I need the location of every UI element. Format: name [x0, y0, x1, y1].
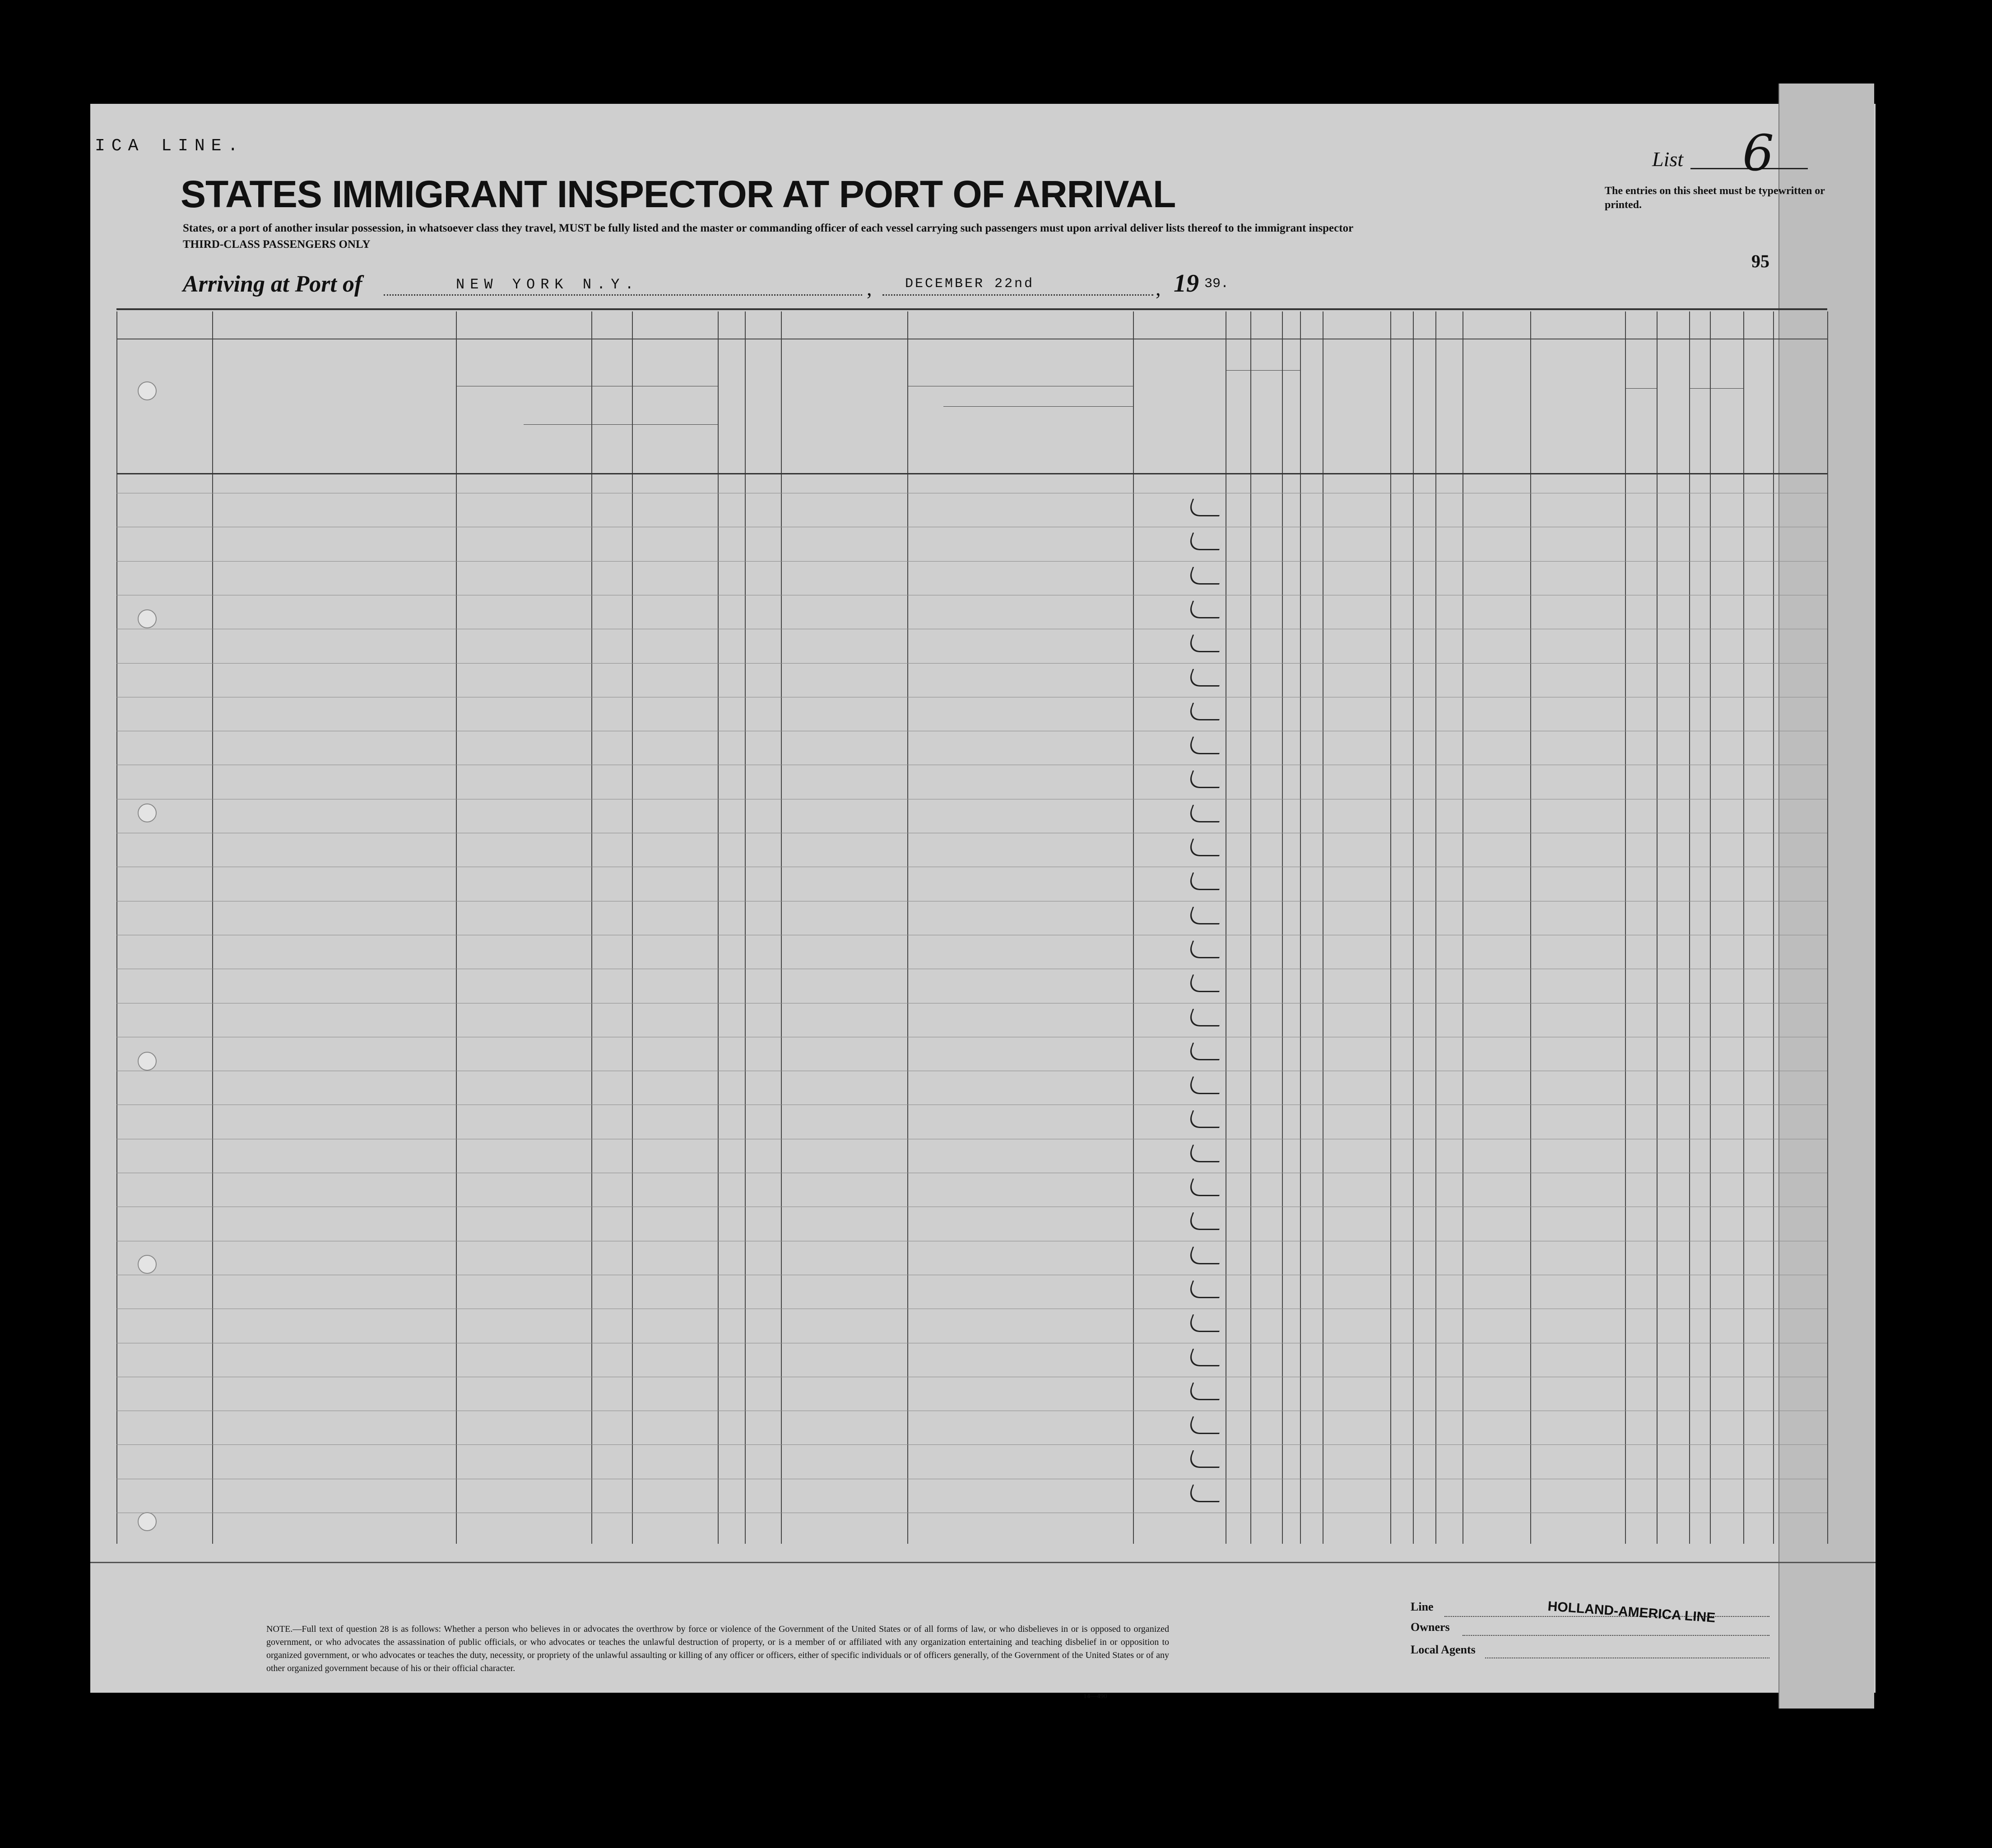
check-mark: [1186, 737, 1226, 754]
column-rule: [632, 311, 633, 1544]
list-label: List: [1652, 148, 1684, 171]
page-title: STATES IMMIGRANT INSPECTOR AT PORT OF ARRIVAL: [181, 173, 1176, 215]
check-mark: [1186, 1077, 1226, 1094]
punch-hole: [138, 803, 157, 822]
check-mark: [1186, 1349, 1226, 1366]
header-subrule: [1226, 370, 1300, 371]
footer-rule: [90, 1562, 1876, 1563]
subtitle-line: States, or a port of another insular possession, in whatsoever class they travel, MUST be fully listed and the master or commanding officer of each vessel carrying such passengers must upon arrival deliver lists thereof to the immigrant inspector: [183, 222, 1354, 234]
row-rule: [116, 1444, 1827, 1445]
manifest-sheet: [90, 104, 1876, 1693]
column-rule: [745, 311, 746, 1544]
column-rule: [1390, 311, 1391, 1544]
check-mark: [1186, 1247, 1226, 1264]
owners-label: Owners: [1411, 1620, 1450, 1634]
check-mark: [1186, 1281, 1226, 1298]
row-rule: [116, 561, 1827, 562]
entries-note: The entries on this sheet must be typewritten or printed.: [1605, 185, 1825, 211]
check-mark: [1186, 1383, 1226, 1400]
column-rule: [1133, 311, 1134, 1544]
check-mark: [1186, 1416, 1226, 1434]
check-mark: [1186, 1043, 1226, 1060]
check-mark: [1186, 703, 1226, 720]
column-rule: [1710, 311, 1711, 1544]
header-subrule: [1625, 388, 1657, 389]
sheet-tab-edge: [1778, 84, 1874, 1709]
column-rule: [456, 311, 457, 1544]
column-rule: [591, 311, 592, 1544]
third-class-label: THIRD-CLASS PASSENGERS ONLY: [183, 238, 371, 251]
date-comma-2: ,: [1156, 277, 1161, 300]
column-rule: [1657, 311, 1658, 1544]
column-rule: [907, 311, 908, 1544]
local-agents-label: Local Agents: [1411, 1643, 1476, 1656]
list-number: 6: [1742, 124, 1774, 182]
column-rule: [1282, 311, 1283, 1544]
year-suffix: 39.: [1204, 276, 1229, 292]
check-mark: [1186, 1485, 1226, 1502]
check-mark: [1186, 1179, 1226, 1196]
check-mark: [1186, 567, 1226, 585]
line-value: HOLLAND-AMERICA LINE: [1547, 1599, 1716, 1625]
line-label: Line: [1411, 1600, 1434, 1613]
check-mark: [1186, 805, 1226, 822]
punch-hole: [138, 1255, 157, 1274]
column-rule: [1625, 311, 1626, 1544]
check-mark: [1186, 839, 1226, 856]
check-mark: [1186, 669, 1226, 687]
column-rule: [1743, 311, 1744, 1544]
form-number: 14—490: [1083, 1693, 1107, 1700]
header-rule: [116, 308, 1827, 310]
check-mark: [1186, 1009, 1226, 1026]
column-rule: [116, 311, 117, 1544]
column-rule: [212, 311, 213, 1544]
header-bottom-rule: [116, 473, 1827, 474]
check-mark: [1186, 941, 1226, 958]
header-subrule: [943, 406, 1133, 407]
year-prefix: 19: [1174, 269, 1199, 297]
line-fragment: ICA LINE.: [95, 136, 245, 156]
check-mark: [1186, 1145, 1226, 1162]
column-rule: [1530, 311, 1531, 1544]
punch-hole: [138, 1512, 157, 1531]
question-28-note: NOTE.—Full text of question 28 is as follows: Whether a person who believes in or advocates the overthrow by force or violence of the Government of the United States or of all forms of law, or who disbelieves in or is opposed to organized government, or who advocates the assassination of public officials, or who advocates or teaches the unlawful destruction of property, or is a member of or affiliated with any organization entertaining and teaching disbelief in or opposition to organized government, or who advocates or teaches the duty, necessity, or propriety of the unlawful assaulting or killing of any officer or officers, either of specific individuals or of officers generally, of the Government of the United States or of any other organized government because of his or their official character.: [266, 1624, 1169, 1673]
owners-field: [1463, 1635, 1769, 1636]
header-subrule: [1689, 388, 1743, 389]
column-rule: [1689, 311, 1690, 1544]
column-rule: [1435, 311, 1436, 1544]
column-rule: [718, 311, 719, 1544]
column-rule: [1827, 311, 1828, 1544]
column-rule: [1300, 311, 1301, 1544]
punch-hole: [138, 381, 157, 400]
column-rule: [781, 311, 782, 1544]
header-subrule: [524, 424, 718, 425]
column-rule: [1773, 311, 1774, 1544]
arriving-label: Arriving at Port of: [183, 271, 362, 297]
port-value: NEW YORK N.Y.: [456, 276, 639, 293]
punch-hole: [138, 1052, 157, 1071]
column-rule: [1413, 311, 1414, 1544]
punch-hole: [138, 609, 157, 628]
column-rule: [1250, 311, 1251, 1544]
date-line: [882, 294, 1153, 296]
date-comma: ,: [867, 277, 872, 300]
check-mark: [1186, 601, 1226, 618]
port-line: [384, 294, 862, 296]
page-number: 95: [1751, 251, 1769, 271]
check-mark: [1186, 499, 1226, 516]
check-mark: [1186, 907, 1226, 924]
row-rule: [116, 663, 1827, 664]
date-value: DECEMBER 22nd: [905, 276, 1035, 292]
